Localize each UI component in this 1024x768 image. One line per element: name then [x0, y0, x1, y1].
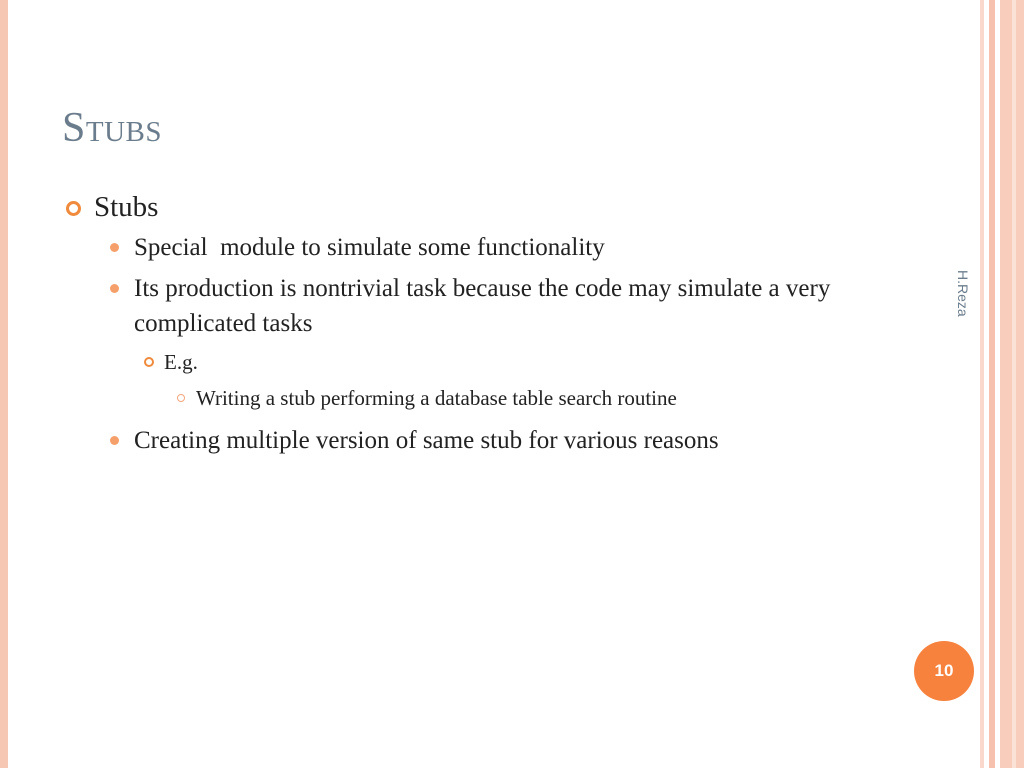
slide-body [60, 186, 843, 464]
bullet-text: Writing a stub performing a database table search routine [196, 386, 677, 410]
right-decoration-stripe [1012, 0, 1016, 768]
bullet-item [60, 383, 840, 413]
bullet-item [60, 186, 840, 228]
right-decoration-stripe [989, 0, 995, 768]
author-side-label: H.Reza [955, 270, 971, 317]
bullet-item [60, 271, 843, 341]
orange-dot-bullet-icon [110, 284, 119, 293]
bullet-item [60, 423, 840, 458]
bullet-text: Special module to simulate some functionality [134, 234, 605, 261]
orange-ring-bullet-icon [144, 357, 154, 367]
right-decoration-stripe [980, 0, 984, 768]
left-decoration-bar [0, 0, 8, 768]
orange-ring-bullet-icon [66, 201, 81, 216]
slide-title: Stubs [62, 105, 162, 151]
bullet-item [60, 230, 840, 265]
bullet-text: Its production is nontrivial task because the code may simulate a very complicated tasks [134, 275, 843, 337]
page-number-badge: 10 [914, 641, 974, 701]
orange-dot-bullet-icon [110, 243, 119, 252]
orange-dot-bullet-icon [110, 436, 119, 445]
bullet-text: Stubs [94, 191, 159, 223]
light-ring-bullet-icon [177, 394, 185, 402]
bullet-text: E.g. [164, 350, 198, 374]
bullet-item [60, 347, 840, 377]
bullet-text: Creating multiple version of same stub for various reasons [134, 427, 719, 454]
